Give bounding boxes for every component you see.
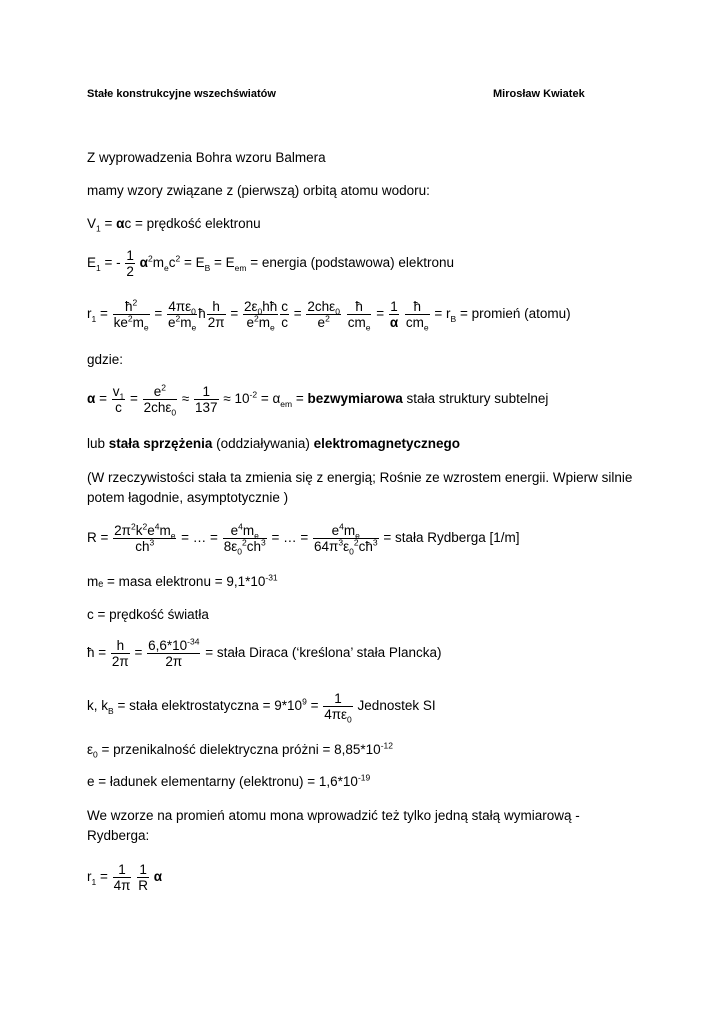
alpha-bold: bezwymiarowa [307, 391, 403, 407]
e1-formula: $E_1$ = - $\frac{1}{2}$ $\alpha^2m_ec^2 = E_B = E_{em}$ = energia (podstawowa) elektronu [87, 248, 454, 279]
document-title: Stałe konstrukcyjne wszechświatów [87, 88, 276, 100]
k-description: Jednostek SI [357, 698, 436, 714]
lub-line: lub stała sprzężenia (oddziaływania) elektromagnetycznego [87, 436, 460, 451]
document-author: Mirosław Kwiatek [493, 88, 585, 100]
gdzie-label: gdzie: [87, 352, 124, 367]
hbar-formula: ħ = $\frac{h}{2\pi}$ = $\frac{6,6*10^{-34}}{2\pi}$ = stała Diraca (‘kreślona’ stała Plancka) [87, 636, 442, 669]
r1-rydberg-formula: $r_1$ = $\frac{1}{4\pi}$ $\frac{1}{R}$ α [87, 862, 163, 893]
hbar-description: = stała Diraca (‘kreślona’ stała Plancka) [205, 645, 442, 661]
eps-line: $\varepsilon_0$ = przenikalność dielektryczna próżni = $8,85*10^{-12}$ [87, 740, 393, 760]
half-fraction: $\frac{1}{2}$ [126, 248, 134, 279]
note-line-2: potem łagodnie, asymptotycznie ) [87, 490, 289, 505]
e1-description: = energia (podstawowa) elektronu [250, 255, 454, 271]
v1-formula: $V_1 = \alpha c$ = prędkość elektronu [87, 216, 261, 234]
e-line: e = ładunek elementarny (elektronu) = $1,6*10^{-19}$ [87, 772, 371, 789]
alpha-description: stała struktury subtelnej [406, 391, 549, 407]
r1-formula: $r_1$ = $\frac{ħ^2}{ke^2m_e}$ = $\frac{4\pi\varepsilon_0}{e^2m_e}$ ħ $\frac{h}{2\pi}$ = $\frac{2\varepsilon_0hħ}{e^2m_e}$ $\frac{c}{c}$ = $\frac{2ch\varepsilon_0}{e^2}$ $\frac{ħ}{cm_e}$ = $\frac{1}{\alpha}$ $\frac{ħ}{cm_e}$ = $r_B$ = promień (atomu) [87, 297, 571, 333]
k-formula: k, $k_B$ = stała elektrostatyczna = $9*10^9$ = $\frac{1}{4\pi\varepsilon_0}$ Jednostek SI [87, 691, 436, 725]
intro-line: Z wyprowadzenia Bohra wzoru Balmera [87, 150, 326, 165]
c-line: c = prędkość światła [87, 607, 209, 622]
v1-description: = prędkość elektronu [134, 216, 261, 231]
rydberg-description: = stała Rydberga [1/m] [383, 530, 520, 546]
formulas-line: mamy wzory związane z (pierwszą) orbitą atomu wodoru: [87, 183, 430, 198]
me-line: mₑ = masa elektronu = $9,1*10^{-31}$ [87, 572, 278, 589]
r1-description: = promień (atomu) [459, 306, 571, 322]
rydberg-note-line-1: We wzorze na promień atomu mona wprowadzić też tylko jedną stałą wymiarową - [87, 808, 580, 823]
alpha-formula: α = $\frac{v_1}{c}$ = $\frac{e^2}{2ch\varepsilon_0}$ ≈ $\frac{1}{137}$ ≈ $10^{-2} = \alpha_{em}$ = bezwymiarowa stała struktury subtelnej [87, 382, 549, 418]
rydberg-formula: R = $\frac{2\pi^2k^2e^4m_e}{ch^3}$ = … = $\frac{e^4m_e}{8\varepsilon_0^2ch^3}$ = … = $\frac{e^4m_e}{64\pi^3\varepsilon_0^2cħ^3}$ = stała Rydberga [1/m] [87, 521, 520, 557]
note-line-1: (W rzeczywistości stała ta zmienia się z energią; Rośnie ze wzrostem energii. Wpierw silnie [87, 470, 633, 485]
lub-bold-1: stała sprzężenia [108, 436, 213, 451]
lub-bold-2: elektromagnetycznego [313, 436, 460, 451]
rydberg-note-line-2: Rydberga: [87, 828, 150, 843]
